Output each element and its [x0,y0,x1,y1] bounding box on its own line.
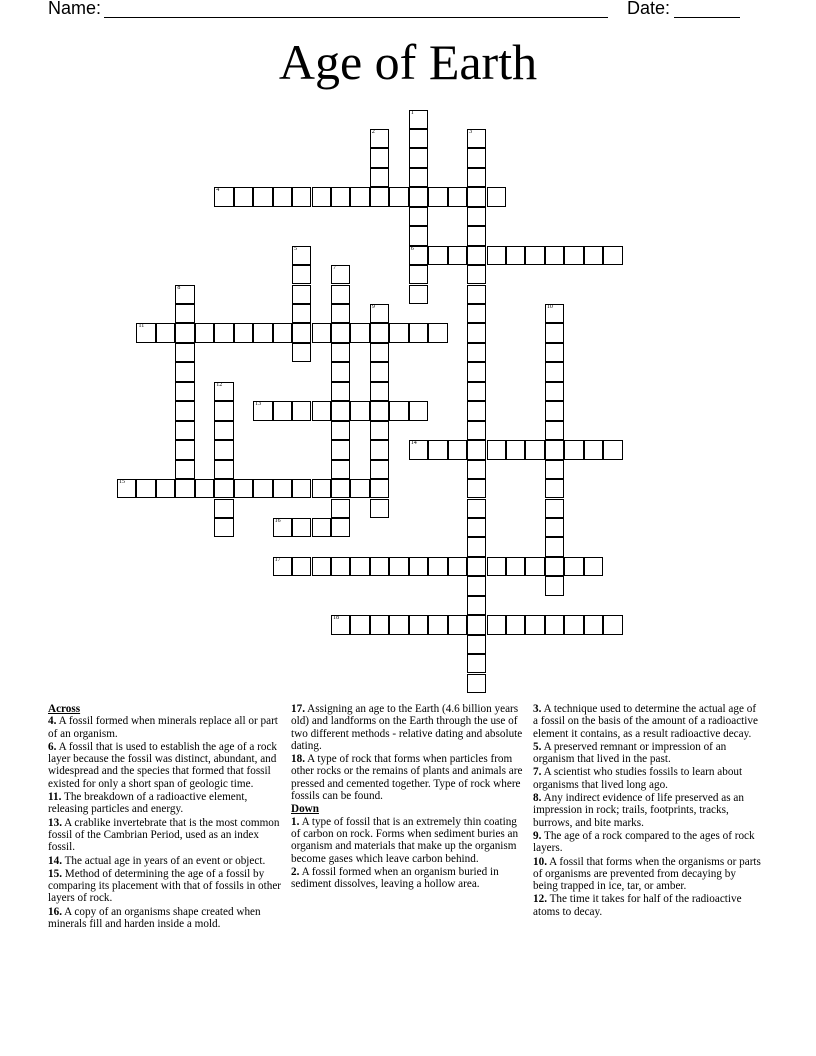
grid-cell[interactable] [370,362,389,381]
grid-cell[interactable] [409,110,428,129]
grid-cell[interactable] [467,265,486,284]
grid-cell[interactable] [370,479,389,498]
grid-cell[interactable] [545,518,564,537]
grid-cell[interactable] [525,615,544,634]
grid-cell[interactable] [545,557,564,576]
grid-cell[interactable] [292,323,311,342]
name-label: Name: [48,0,102,18]
grid-cell[interactable] [467,285,486,304]
grid-cell[interactable] [331,343,350,362]
grid-cell[interactable] [603,246,622,265]
clue-number: 11 [138,323,145,330]
grid-cell[interactable] [467,129,486,148]
clue-across-6: 6. A fossil that is used to establish the age of a rock layer because the fossil was distinct, abundant, and widespread and the species that formed that fossil existed for only a short span of geologic time. [48,740,278,790]
grid-cell[interactable] [195,479,214,498]
grid-cell[interactable] [370,148,389,167]
grid-cell[interactable] [350,557,369,576]
grid-cell[interactable] [136,479,155,498]
clue-number: 7 [332,265,336,272]
grid-cell[interactable] [467,440,486,459]
grid-cell[interactable] [214,382,233,401]
grid-cell[interactable] [428,187,447,206]
grid-cell[interactable] [428,246,447,265]
clue-number: 5 [294,245,298,252]
clues-column-3 [533,703,763,919]
grid-cell[interactable] [370,615,389,634]
clue-across-17: 17. Assigning an age to the Earth (4.6 billion years old) and landforms on the Earth through the use of two different methods - relative dating and absolute dating. [291,703,523,752]
grid-cell[interactable] [273,323,292,342]
grid-cell[interactable] [487,615,506,634]
grid-cell[interactable] [603,615,622,634]
grid-cell[interactable] [467,479,486,498]
grid-cell[interactable] [331,285,350,304]
grid-cell[interactable] [467,226,486,245]
grid-cell[interactable] [175,421,194,440]
grid-cell[interactable] [487,557,506,576]
grid-cell[interactable] [584,615,603,634]
clue-number: 13 [255,401,262,408]
grid-cell[interactable] [292,265,311,284]
grid-cell[interactable] [331,499,350,518]
clue-across-16: 16. A copy of an organisms shape created when minerals fill and harden inside a mold. [48,905,261,931]
grid-cell[interactable] [195,323,214,342]
grid-cell[interactable] [467,362,486,381]
grid-cell[interactable] [467,304,486,323]
grid-cell[interactable] [467,148,486,167]
clue-across-13: 13. A crablike invertebrate that is the most common fossil of the Cambrian Period, used as an index fossil. [48,816,280,854]
clue-number: 17 [274,556,281,563]
grid-cell[interactable] [214,187,233,206]
grid-cell[interactable] [331,187,350,206]
grid-cell[interactable] [175,285,194,304]
grid-cell[interactable] [467,557,486,576]
grid-cell[interactable] [409,401,428,420]
grid-cell[interactable] [409,129,428,148]
clue-down-5: 5. A preserved remnant or impression of an organism that lived in the past. [533,740,727,766]
clue-number: 12 [216,381,223,388]
grid-cell[interactable] [525,440,544,459]
grid-cell[interactable] [584,557,603,576]
grid-cell[interactable] [175,304,194,323]
grid-cell[interactable] [331,421,350,440]
grid-cell[interactable] [409,226,428,245]
grid-cell[interactable] [545,401,564,420]
grid-cell[interactable] [467,401,486,420]
clue-down-3: 3. A technique used to determine the actual age of a fossil on the basis of the amount of a radioactive element it contains, as a result radioactive decay. [533,703,758,740]
grid-cell[interactable] [545,246,564,265]
grid-cell[interactable] [175,362,194,381]
grid-cell[interactable] [331,557,350,576]
grid-cell[interactable] [467,187,486,206]
grid-cell[interactable] [409,187,428,206]
grid-cell[interactable] [292,285,311,304]
grid-cell[interactable] [331,440,350,459]
grid-cell[interactable] [467,499,486,518]
grid-cell[interactable] [448,615,467,634]
grid-cell[interactable] [292,304,311,323]
clue-down-2: 2. A fossil formed when an organism buried in sediment dissolves, leaving a hollow area. [291,865,499,891]
grid-cell[interactable] [545,499,564,518]
grid-cell[interactable] [292,246,311,265]
grid-cell[interactable] [506,615,525,634]
grid-cell[interactable] [409,285,428,304]
grid-cell[interactable] [428,440,447,459]
grid-cell[interactable] [467,421,486,440]
grid-cell[interactable] [603,440,622,459]
clue-down-10: 10. A fossil that forms when the organisms or parts of organisms are prevented from decaying by being trapped in ice, tar, or amber. [533,855,761,893]
grid-cell[interactable] [584,246,603,265]
clue-number: 6 [410,245,414,252]
grid-cell[interactable] [292,401,311,420]
grid-cell[interactable] [370,499,389,518]
grid-cell[interactable] [370,343,389,362]
grid-cell[interactable] [564,246,583,265]
grid-cell[interactable] [409,615,428,634]
grid-cell[interactable] [273,479,292,498]
grid-cell[interactable] [312,557,331,576]
clue-across-18: 18. A type of rock that forms when particles from other rocks or the remains of plants and animals are pressed and cemented together. Type of rock where fossils can be found. [291,753,523,803]
grid-cell[interactable] [409,265,428,284]
grid-cell[interactable] [234,479,253,498]
grid-cell[interactable] [292,518,311,537]
grid-cell[interactable] [331,304,350,323]
grid-cell[interactable] [448,246,467,265]
grid-cell[interactable] [370,421,389,440]
clue-number: 8 [177,284,181,291]
clue-down-1: 1. A type of fossil that is an extremely thin coating of carbon on rock. Forms when sediment buries an organism and materials that make up the organism become gases which leave carbon behind. [291,815,519,865]
grid-cell[interactable] [331,460,350,479]
grid-cell[interactable] [525,557,544,576]
grid-cell[interactable] [175,343,194,362]
grid-cell[interactable] [370,168,389,187]
grid-cell[interactable] [506,557,525,576]
grid-cell[interactable] [545,382,564,401]
grid-cell[interactable] [312,479,331,498]
grid-cell[interactable] [545,537,564,556]
grid-cell[interactable] [389,557,408,576]
grid-cell[interactable] [312,518,331,537]
grid-cell[interactable] [409,148,428,167]
grid-cell[interactable] [253,323,272,342]
grid-cell[interactable] [136,323,155,342]
grid-cell[interactable] [312,401,331,420]
grid-cell[interactable] [214,460,233,479]
grid-cell[interactable] [389,323,408,342]
grid-cell[interactable] [564,615,583,634]
grid-cell[interactable] [370,323,389,342]
clue-number: 1 [410,109,414,116]
grid-cell[interactable] [487,246,506,265]
clue-number: 14 [410,440,417,447]
grid-cell[interactable] [175,401,194,420]
grid-cell[interactable] [292,187,311,206]
grid-cell[interactable] [350,323,369,342]
grid-cell[interactable] [273,557,292,576]
grid-cell[interactable] [331,615,350,634]
grid-cell[interactable] [545,362,564,381]
clue-number: 16 [274,517,281,524]
grid-cell[interactable] [564,557,583,576]
grid-cell[interactable] [331,265,350,284]
page-title: Age of Earth [278,34,538,90]
grid-cell[interactable] [292,557,311,576]
grid-cell[interactable] [273,187,292,206]
grid-cell[interactable] [331,362,350,381]
grid-cell[interactable] [350,187,369,206]
grid-cell[interactable] [331,323,350,342]
grid-cell[interactable] [467,460,486,479]
grid-cell[interactable] [525,246,544,265]
grid-cell[interactable] [156,323,175,342]
grid-cell[interactable] [312,323,331,342]
grid-cell[interactable] [467,615,486,634]
clue-down-8: 8. Any indirect evidence of life preserved as an impression in rock; trails, footprints, tracks, burrows, and bite marks. [533,792,744,829]
grid-cell[interactable] [467,518,486,537]
clue-number: 15 [119,479,125,486]
date-label: Date: [627,0,671,18]
grid-cell[interactable] [467,323,486,342]
grid-cell[interactable] [428,615,447,634]
grid-cell[interactable] [467,382,486,401]
grid-cell[interactable] [545,460,564,479]
grid-cell[interactable] [389,401,408,420]
grid-cell[interactable] [312,187,331,206]
clue-across-11: 11. The breakdown of a radioactive element, releasing particles and energy. [48,791,248,816]
grid-cell[interactable] [214,440,233,459]
grid-cell[interactable] [467,654,486,673]
grid-cell[interactable] [175,460,194,479]
grid-cell[interactable] [448,187,467,206]
grid-cell[interactable] [292,479,311,498]
grid-cell[interactable] [409,557,428,576]
clue-across-4: 4. A fossil formed when minerals replace all or part of an organism. [48,715,278,740]
grid-cell[interactable] [350,615,369,634]
clue-across-15: 15. Method of determining the age of a fossil by comparing its placement with that of fossils in other layers of rock. [48,867,282,905]
grid-cell[interactable] [370,460,389,479]
grid-cell[interactable] [467,537,486,556]
down-heading: Down [291,803,319,816]
grid-cell[interactable] [370,401,389,420]
grid-cell[interactable] [448,440,467,459]
grid-cell[interactable] [234,323,253,342]
grid-cell[interactable] [409,246,428,265]
grid-cell[interactable] [175,323,194,342]
grid-cell[interactable] [467,343,486,362]
grid-cell[interactable] [175,440,194,459]
grid-cell[interactable] [331,518,350,537]
clues-column-1 [48,703,284,931]
grid-cell[interactable] [214,421,233,440]
clue-down-7: 7. A scientist who studies fossils to learn about organisms that lived long ago. [533,766,743,791]
grid-cell[interactable] [350,479,369,498]
grid-cell[interactable] [370,187,389,206]
grid-cell[interactable] [545,440,564,459]
grid-cell[interactable] [409,323,428,342]
grid-cell[interactable] [234,187,253,206]
grid-cell[interactable] [214,479,233,498]
grid-cell[interactable] [467,168,486,187]
grid-cell[interactable] [253,401,272,420]
grid-cell[interactable] [584,440,603,459]
clue-number: 3 [469,128,473,135]
grid-cell[interactable] [370,557,389,576]
grid-cell[interactable] [331,382,350,401]
clue-number: 10 [546,304,553,310]
grid-cell[interactable] [467,596,486,615]
grid-cell[interactable] [467,576,486,595]
grid-cell[interactable] [506,246,525,265]
grid-cell[interactable] [350,401,369,420]
grid-cell[interactable] [214,499,233,518]
grid-cell[interactable] [273,401,292,420]
grid-cell[interactable] [487,440,506,459]
grid-cell[interactable] [448,557,467,576]
grid-cell[interactable] [545,576,564,595]
clue-number: 9 [371,304,375,310]
across-heading: Across [48,703,81,715]
grid-cell[interactable] [370,382,389,401]
grid-cell[interactable] [467,674,486,693]
grid-cell[interactable] [564,440,583,459]
grid-cell[interactable] [175,479,194,498]
grid-cell[interactable] [506,440,525,459]
grid-cell[interactable] [409,168,428,187]
grid-cell[interactable] [545,421,564,440]
grid-cell[interactable] [214,323,233,342]
grid-cell[interactable] [389,187,408,206]
grid-cell[interactable] [273,518,292,537]
grid-cell[interactable] [370,440,389,459]
grid-cell[interactable] [409,440,428,459]
grid-cell[interactable] [117,479,136,498]
clue-number: 2 [371,128,375,135]
grid-cell[interactable] [467,246,486,265]
clues-column-2 [291,703,523,891]
grid-cell[interactable] [428,323,447,342]
grid-cell[interactable] [389,615,408,634]
clue-number: 4 [216,187,220,194]
grid-cell[interactable] [331,479,350,498]
clue-across-14: 14. The actual age in years of an event or object. [48,854,266,867]
grid-cell[interactable] [253,187,272,206]
clue-number: 18 [332,615,339,622]
clue-down-12: 12. The time it takes for half of the radioactive atoms to decay. [533,893,742,918]
grid-cell[interactable] [331,401,350,420]
grid-cell[interactable] [292,343,311,362]
grid-cell[interactable] [156,479,175,498]
grid-cell[interactable] [545,615,564,634]
grid-cell[interactable] [428,557,447,576]
grid-cell[interactable] [409,207,428,226]
grid-cell[interactable] [175,382,194,401]
grid-cell[interactable] [467,635,486,654]
grid-cell[interactable] [545,343,564,362]
grid-cell[interactable] [214,518,233,537]
grid-cell[interactable] [545,304,564,323]
grid-cell[interactable] [467,207,486,226]
clue-down-9: 9. The age of a rock compared to the ages of rock layers. [533,829,755,855]
grid-cell[interactable] [487,187,506,206]
grid-cell[interactable] [370,129,389,148]
grid-cell[interactable] [214,401,233,420]
grid-cell[interactable] [370,304,389,323]
grid-cell[interactable] [253,479,272,498]
grid-cell[interactable] [545,479,564,498]
grid-cell[interactable] [545,323,564,342]
